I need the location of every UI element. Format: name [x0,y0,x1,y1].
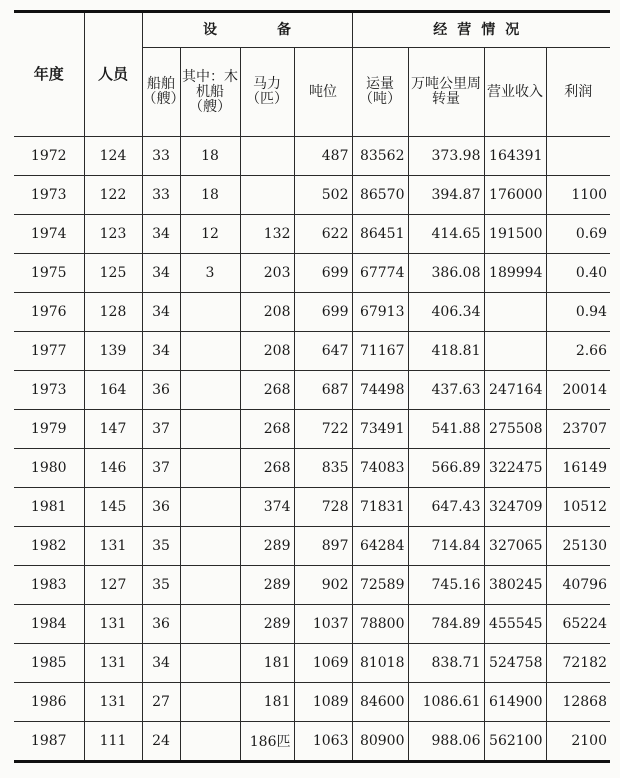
cell-horsepower: 208 [240,293,294,332]
header-freight-volume: 运量（吨） [352,48,408,137]
table-row [14,410,610,449]
cell-revenue: 524758 [484,644,546,683]
cell-ships: 35 [142,527,180,566]
cell-wooden-boats: 18 [180,137,240,176]
cell-turnover: 838.71 [408,644,484,683]
cell-tonnage: 502 [294,176,352,215]
cell-freight-volume: 67913 [352,293,408,332]
cell-horsepower [240,176,294,215]
cell-staff: 139 [84,332,142,371]
cell-profit: 72182 [546,644,610,683]
cell-turnover: 784.89 [408,605,484,644]
cell-freight-volume: 64284 [352,527,408,566]
cell-turnover: 414.65 [408,215,484,254]
header-year: 年度 [14,12,84,137]
cell-wooden-boats: 12 [180,215,240,254]
table-row [14,449,610,488]
cell-ships: 36 [142,605,180,644]
cell-profit: 0.69 [546,215,610,254]
cell-turnover: 647.43 [408,488,484,527]
cell-horsepower: 374 [240,488,294,527]
cell-year: 1973 [14,176,84,215]
cell-wooden-boats [180,722,240,762]
cell-tonnage: 487 [294,137,352,176]
cell-ships: 27 [142,683,180,722]
cell-horsepower: 132 [240,215,294,254]
cell-wooden-boats [180,527,240,566]
cell-tonnage: 1089 [294,683,352,722]
cell-profit: 65224 [546,605,610,644]
cell-ships: 36 [142,371,180,410]
cell-tonnage: 699 [294,254,352,293]
cell-horsepower: 186匹 [240,722,294,762]
cell-year: 1983 [14,566,84,605]
cell-staff: 127 [84,566,142,605]
cell-ships: 34 [142,254,180,293]
table-row [14,605,610,644]
cell-year: 1985 [14,644,84,683]
cell-turnover: 437.63 [408,371,484,410]
cell-wooden-boats [180,605,240,644]
cell-turnover: 373.98 [408,137,484,176]
header-profit: 利润 [546,48,610,137]
header-revenue: 营业收入 [484,48,546,137]
cell-wooden-boats [180,410,240,449]
cell-profit: 20014 [546,371,610,410]
cell-year: 1986 [14,683,84,722]
header-tonnage: 吨位 [294,48,352,137]
header-equipment-group: 设备 [142,12,352,48]
header-horsepower: 马力（匹） [240,48,294,137]
cell-profit: 10512 [546,488,610,527]
cell-staff: 131 [84,605,142,644]
cell-year: 1981 [14,488,84,527]
cell-freight-volume: 71167 [352,332,408,371]
cell-horsepower: 268 [240,449,294,488]
cell-freight-volume: 73491 [352,410,408,449]
cell-horsepower: 289 [240,566,294,605]
statistics-table-sheet [14,10,610,763]
cell-revenue [484,293,546,332]
cell-freight-volume: 86451 [352,215,408,254]
cell-turnover: 988.06 [408,722,484,762]
cell-wooden-boats [180,566,240,605]
header-staff: 人员 [84,12,142,137]
cell-horsepower [240,137,294,176]
cell-profit [546,137,610,176]
cell-staff: 125 [84,254,142,293]
cell-ships: 24 [142,722,180,762]
cell-revenue: 191500 [484,215,546,254]
cell-tonnage: 699 [294,293,352,332]
cell-tonnage: 647 [294,332,352,371]
cell-ships: 37 [142,449,180,488]
cell-freight-volume: 72589 [352,566,408,605]
cell-staff: 123 [84,215,142,254]
cell-turnover: 418.81 [408,332,484,371]
cell-freight-volume: 86570 [352,176,408,215]
cell-wooden-boats [180,683,240,722]
cell-staff: 164 [84,371,142,410]
cell-revenue: 176000 [484,176,546,215]
table-body [14,137,610,762]
cell-turnover: 1086.61 [408,683,484,722]
cell-horsepower: 268 [240,371,294,410]
cell-ships: 34 [142,293,180,332]
cell-revenue: 327065 [484,527,546,566]
cell-staff: 146 [84,449,142,488]
cell-ships: 33 [142,176,180,215]
cell-horsepower: 289 [240,527,294,566]
cell-tonnage: 728 [294,488,352,527]
cell-profit: 0.40 [546,254,610,293]
table-row [14,527,610,566]
cell-revenue: 322475 [484,449,546,488]
table-row [14,644,610,683]
cell-tonnage: 835 [294,449,352,488]
cell-turnover: 406.34 [408,293,484,332]
cell-freight-volume: 78800 [352,605,408,644]
cell-ships: 35 [142,566,180,605]
cell-revenue: 189994 [484,254,546,293]
table-row [14,137,610,176]
cell-freight-volume: 74498 [352,371,408,410]
cell-revenue: 455545 [484,605,546,644]
cell-freight-volume: 80900 [352,722,408,762]
cell-tonnage: 722 [294,410,352,449]
cell-turnover: 541.88 [408,410,484,449]
cell-profit: 12868 [546,683,610,722]
header-wooden-boats: 其中：木机船（艘） [180,48,240,137]
cell-tonnage: 622 [294,215,352,254]
table-row [14,371,610,410]
cell-year: 1987 [14,722,84,762]
cell-wooden-boats [180,332,240,371]
cell-ships: 34 [142,644,180,683]
cell-year: 1976 [14,293,84,332]
header-turnover: 万吨公里周转量 [408,48,484,137]
cell-wooden-boats: 18 [180,176,240,215]
table-row [14,332,610,371]
cell-ships: 33 [142,137,180,176]
cell-staff: 122 [84,176,142,215]
cell-profit: 0.94 [546,293,610,332]
cell-turnover: 394.87 [408,176,484,215]
cell-staff: 111 [84,722,142,762]
cell-year: 1979 [14,410,84,449]
cell-staff: 145 [84,488,142,527]
header-ships: 船舶（艘） [142,48,180,137]
cell-wooden-boats [180,644,240,683]
cell-staff: 128 [84,293,142,332]
cell-revenue: 275508 [484,410,546,449]
cell-tonnage: 1069 [294,644,352,683]
cell-staff: 131 [84,683,142,722]
table-row [14,293,610,332]
cell-ships: 37 [142,410,180,449]
cell-horsepower: 181 [240,683,294,722]
cell-revenue: 562100 [484,722,546,762]
cell-turnover: 714.84 [408,527,484,566]
cell-horsepower: 203 [240,254,294,293]
cell-revenue [484,332,546,371]
cell-profit: 2.66 [546,332,610,371]
cell-freight-volume: 83562 [352,137,408,176]
cell-profit: 25130 [546,527,610,566]
cell-ships: 34 [142,332,180,371]
cell-staff: 131 [84,644,142,683]
cell-wooden-boats [180,293,240,332]
cell-revenue: 164391 [484,137,546,176]
cell-year: 1977 [14,332,84,371]
cell-freight-volume: 71831 [352,488,408,527]
cell-staff: 124 [84,137,142,176]
cell-horsepower: 181 [240,644,294,683]
table-row [14,254,610,293]
cell-staff: 131 [84,527,142,566]
cell-turnover: 566.89 [408,449,484,488]
cell-year: 1980 [14,449,84,488]
table-row [14,488,610,527]
cell-tonnage: 687 [294,371,352,410]
cell-profit: 2100 [546,722,610,762]
cell-revenue: 614900 [484,683,546,722]
cell-year: 1972 [14,137,84,176]
cell-year: 1973 [14,371,84,410]
cell-turnover: 745.16 [408,566,484,605]
cell-profit: 40796 [546,566,610,605]
cell-freight-volume: 81018 [352,644,408,683]
cell-turnover: 386.08 [408,254,484,293]
header-operations-group: 经营情况 [352,12,610,48]
table-row [14,722,610,762]
cell-staff: 147 [84,410,142,449]
cell-wooden-boats [180,488,240,527]
cell-revenue: 380245 [484,566,546,605]
cell-tonnage: 897 [294,527,352,566]
cell-ships: 36 [142,488,180,527]
cell-tonnage: 1037 [294,605,352,644]
cell-year: 1974 [14,215,84,254]
cell-wooden-boats [180,449,240,488]
statistics-table [14,10,610,763]
cell-freight-volume: 74083 [352,449,408,488]
cell-profit: 16149 [546,449,610,488]
cell-tonnage: 902 [294,566,352,605]
table-row [14,683,610,722]
cell-year: 1975 [14,254,84,293]
cell-horsepower: 268 [240,410,294,449]
cell-profit: 1100 [546,176,610,215]
table-row [14,176,610,215]
cell-year: 1982 [14,527,84,566]
table-row [14,566,610,605]
cell-wooden-boats: 3 [180,254,240,293]
cell-horsepower: 289 [240,605,294,644]
cell-ships: 34 [142,215,180,254]
table-row [14,215,610,254]
cell-freight-volume: 67774 [352,254,408,293]
cell-revenue: 247164 [484,371,546,410]
cell-tonnage: 1063 [294,722,352,762]
cell-freight-volume: 84600 [352,683,408,722]
cell-profit: 23707 [546,410,610,449]
cell-revenue: 324709 [484,488,546,527]
cell-year: 1984 [14,605,84,644]
cell-wooden-boats [180,371,240,410]
cell-horsepower: 208 [240,332,294,371]
